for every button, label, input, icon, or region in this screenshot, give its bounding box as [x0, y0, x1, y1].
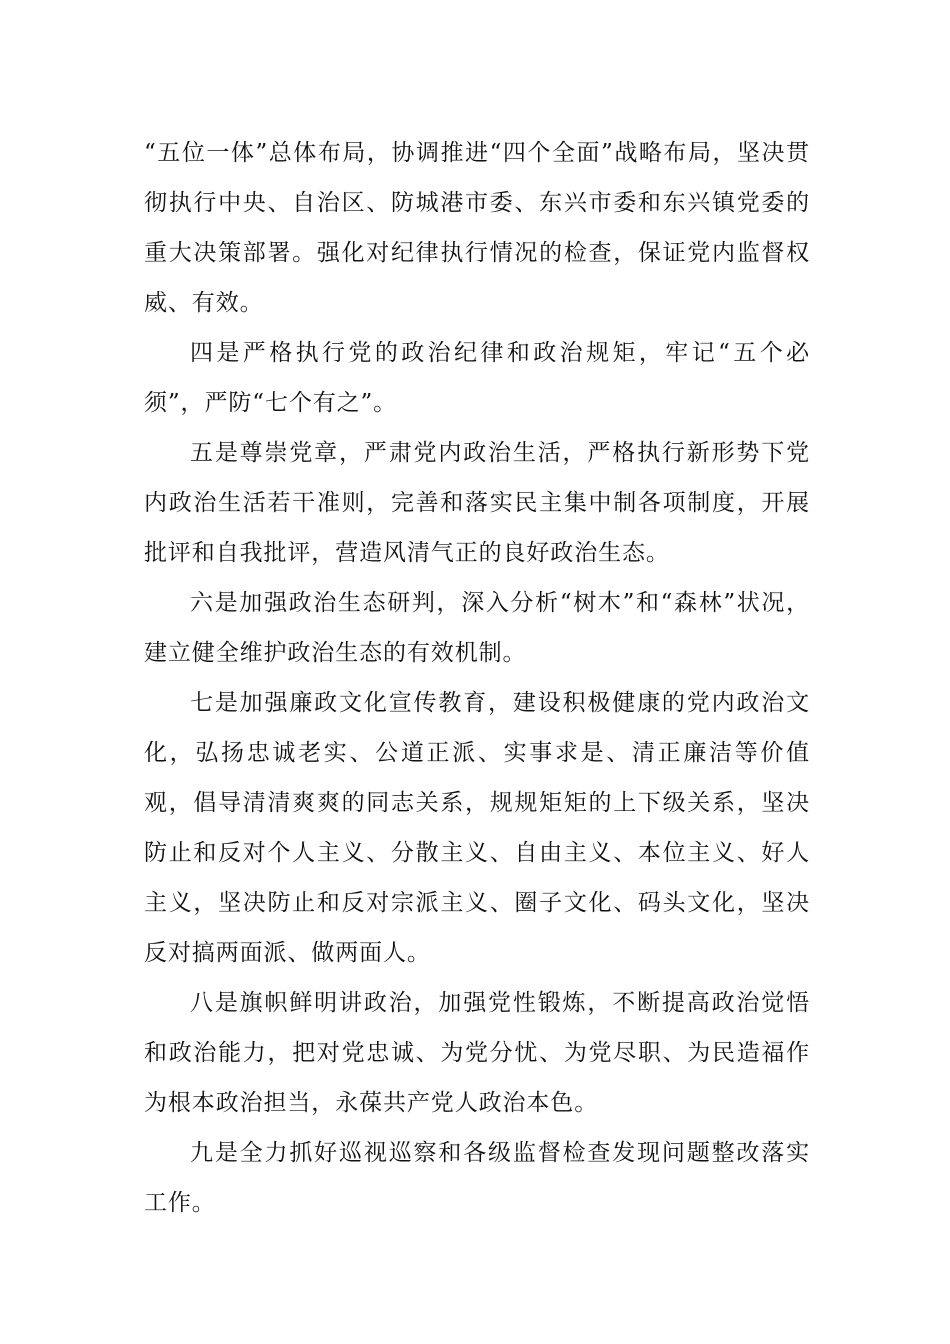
- paragraph-item-6: 六是加强政治生态研判，深入分析“树木”和“森林”状况，建立健全维护政治生态的有效机制。: [144, 590, 810, 666]
- paragraph-item-5: 五是尊崇党章，严肃党内政治生活，严格执行新形势下党内政治生活若干准则，完善和落实民主集中制各项制度，开展批评和自我批评，营造风清气正的良好政治生态。: [144, 440, 810, 566]
- paragraph-item-8: 八是旗帜鲜明讲政治，加强党性锻炼，不断提高政治觉悟和政治能力，把对党忠诚、为党分忧、为党尽职、为民造福作为根本政治担当，永葆共产党人政治本色。: [144, 990, 810, 1116]
- paragraph-item-9: 九是全力抓好巡视巡察和各级监督检查发现问题整改落实工作。: [144, 1140, 810, 1216]
- paragraph-continuation: “五位一体”总体布局，协调推进“四个全面”战略布局，坚决贯彻执行中央、自治区、防城港市委、东兴市委和东兴镇党委的重大决策部署。强化对纪律执行情况的检查，保证党内监督权威、有效。: [144, 140, 810, 316]
- body-text: [144, 128, 810, 1228]
- paragraph-item-4: 四是严格执行党的政治纪律和政治规矩，牢记“五个必须”，严防“七个有之”。: [144, 340, 810, 416]
- paragraph-item-7: 七是加强廉政文化宣传教育，建设积极健康的党内政治文化，弘扬忠诚老实、公道正派、实事求是、清正廉洁等价值观，倡导清清爽爽的同志关系，规规矩矩的上下级关系，坚决防止和反对个人主义、分散主义、自由主义、本位主义、好人主义，坚决防止和反对宗派主义、圈子文化、码头文化，坚决反对搞两面派、做两面人。: [144, 690, 810, 966]
